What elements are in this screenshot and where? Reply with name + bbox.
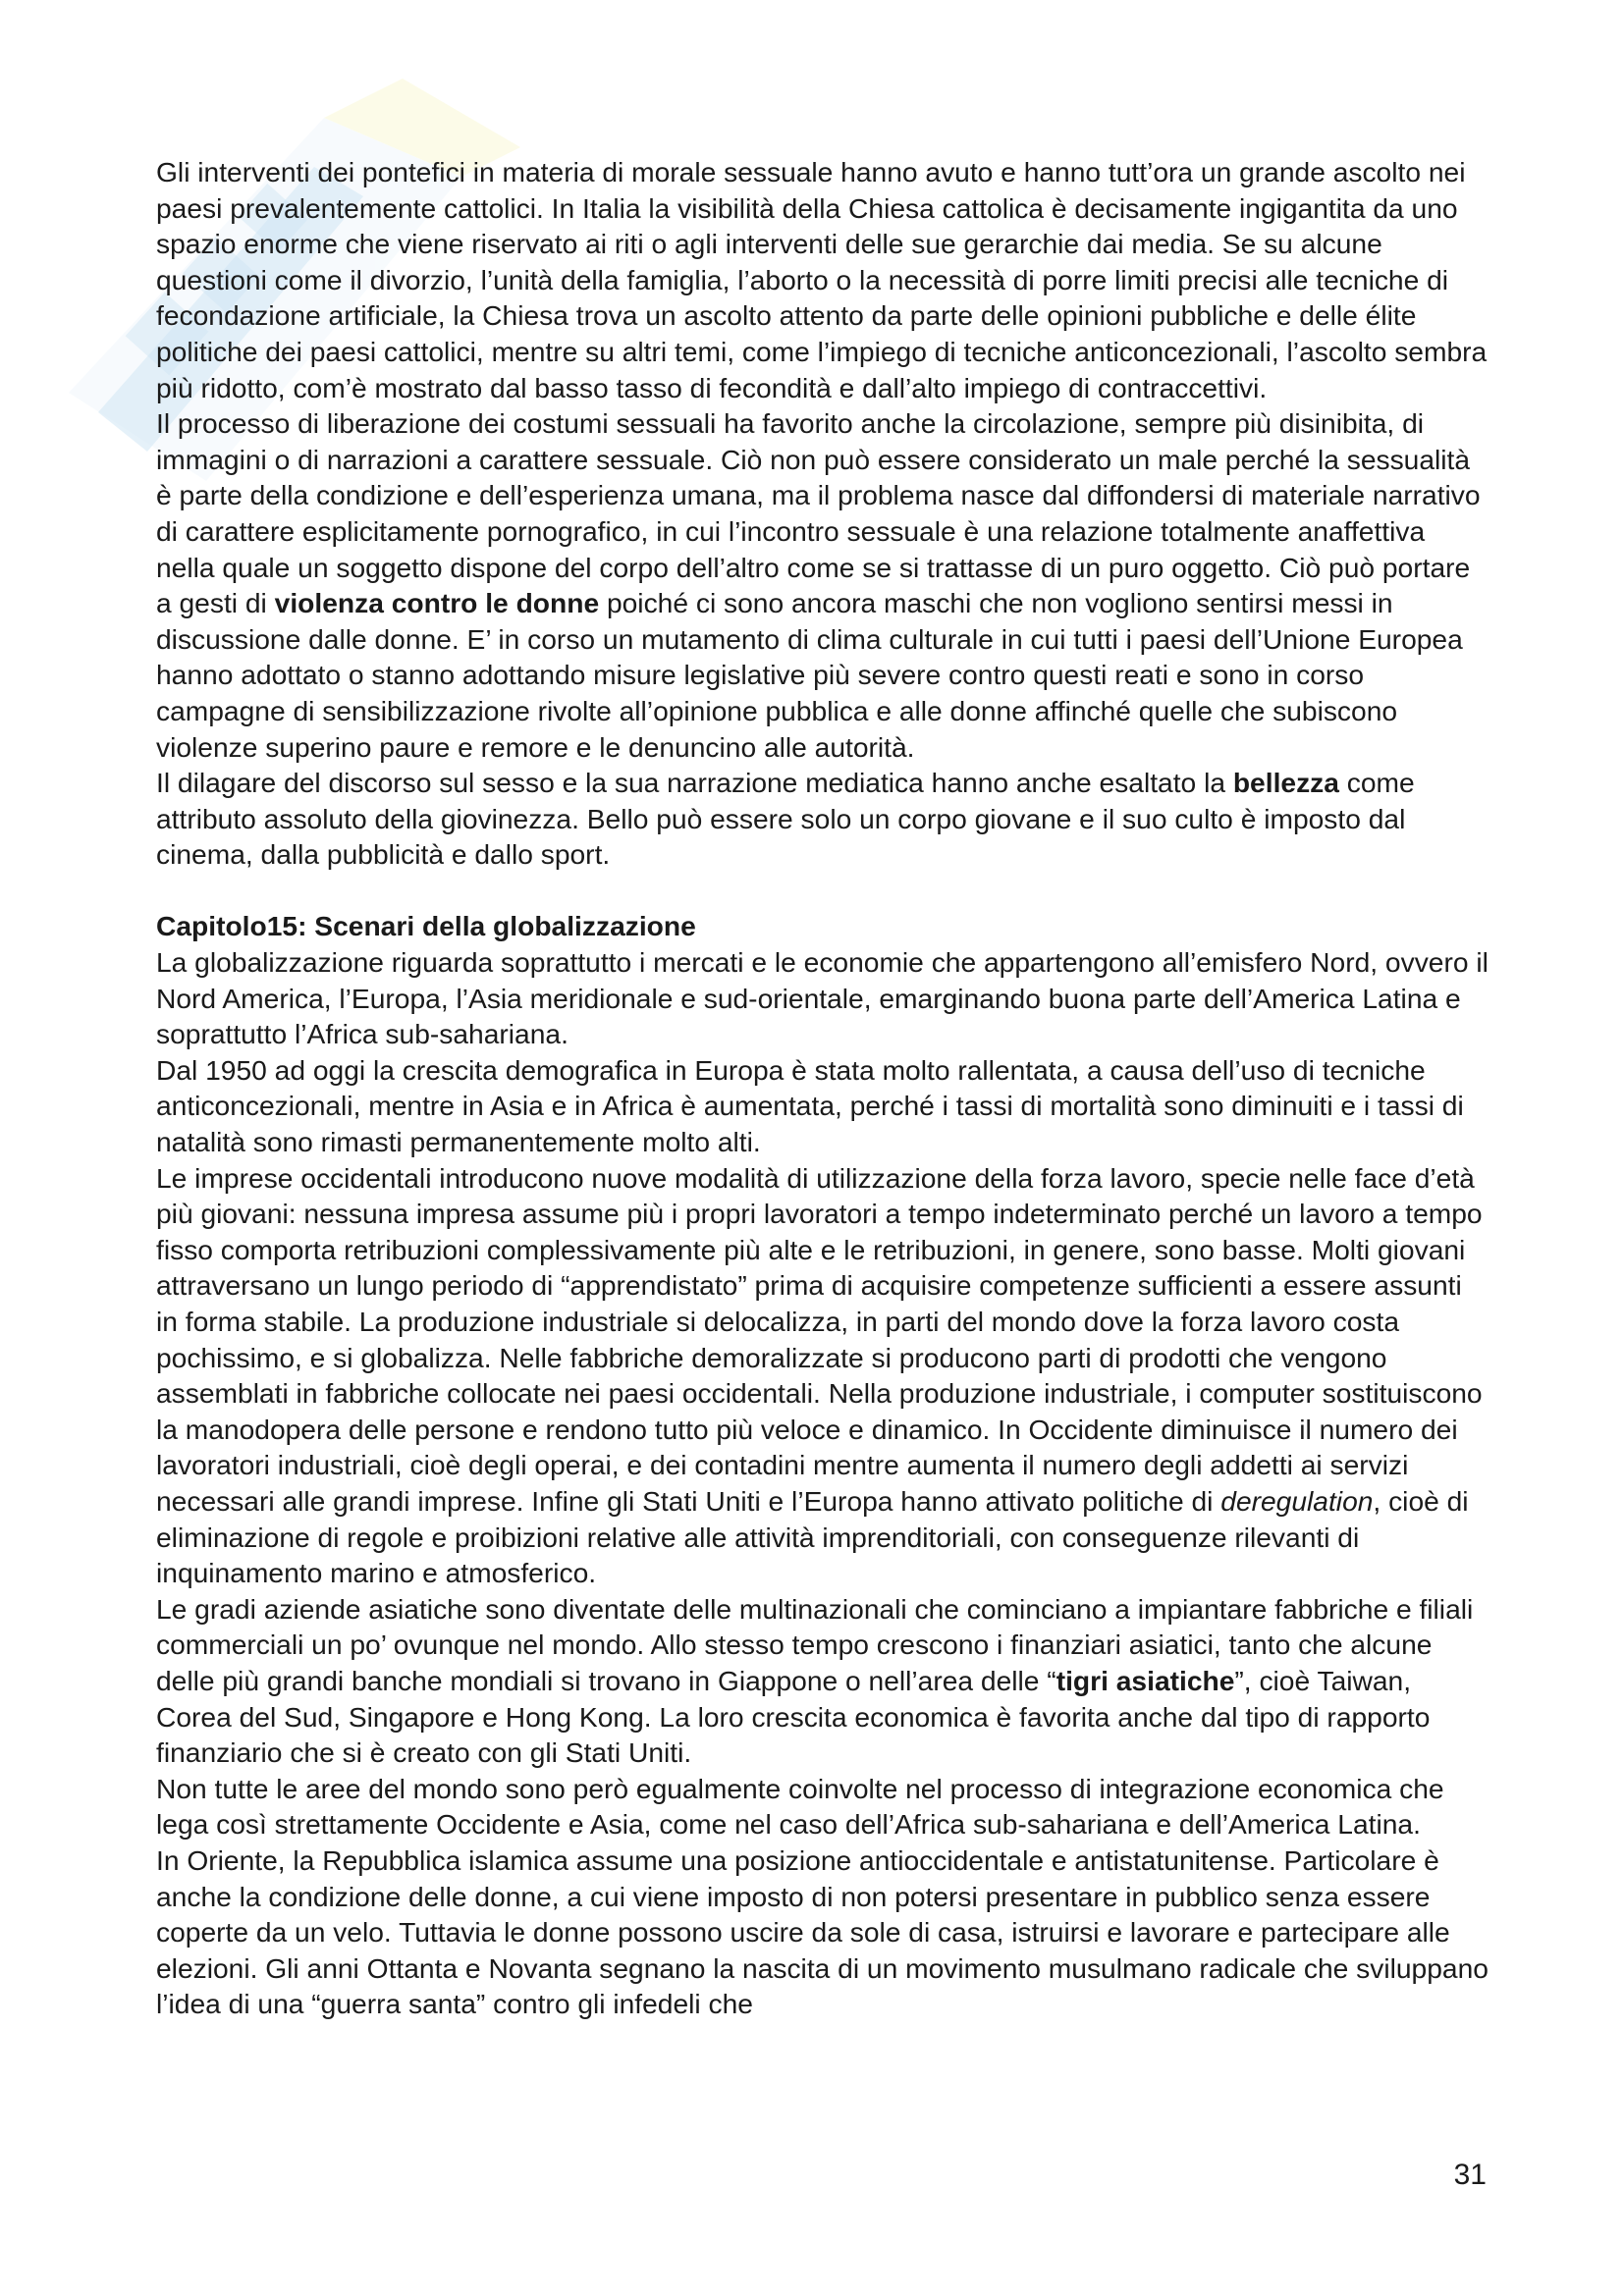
paragraph	[156, 944, 1489, 1052]
text-segment: Non tutte le aree del mondo sono però egualmente coinvolte nel processo di integrazione economica che lega così strettamente Occidente e Asia, come nel caso dell’Africa sub-sahariana e dell’America Latina.	[156, 1772, 1444, 1841]
text-segment: , cioè di eliminazione di regole e proibizioni relative alle attività imprenditoriali, con conseguenze rilevanti di inquinamento marino e atmosferico.	[156, 1484, 1469, 1589]
bold-text: tigri asiatiche	[1056, 1664, 1235, 1696]
text-segment: ”, cioè Taiwan, Corea del Sud, Singapore e Hong Kong. La loro crescita economica è favorita anche dal tipo di rapporto finanziario che si è creato con gli Stati Uniti.	[156, 1664, 1431, 1769]
paragraph	[156, 1842, 1489, 2022]
paragraph-gap	[156, 873, 1489, 909]
chapter-heading	[156, 908, 1489, 944]
bold-text: bellezza	[1232, 767, 1339, 799]
paragraph	[156, 405, 1489, 765]
text-segment: Gli interventi dei pontefici in materia di morale sessuale hanno avuto e hanno tutt’ora un grande ascolto nei paesi prevalentemente cattolici. In Italia la visibilità della Chiesa cattolica è decisamente ingigantita da uno spazio enorme che viene riservato ai riti o agli interventi delle sue gerarchie dai media. Se su alcune questioni come il divorzio, l’unità della famiglia, l’aborto o la necessità di porre limiti precisi alle tecniche di fecondazione artificiale, la Chiesa trova un ascolto attento da parte delle opinioni pubbliche e delle élite politiche dei paesi cattolici, mentre su altri temi, come l’impiego di tecniche anticoncezionali, l’ascolto sembra più ridotto, com’è mostrato dal basso tasso di fecondità e dall’alto impiego di contraccettivi.	[156, 156, 1488, 403]
paragraph	[156, 765, 1489, 873]
bold-text: Capitolo15: Scenari della globalizzazione	[156, 910, 696, 942]
text-segment: come attributo assoluto della giovinezza. Bello può essere solo un corpo giovane e il suo culto è imposto dal cinema, dalla pubblicità e dallo sport.	[156, 767, 1415, 871]
text-segment: Le imprese occidentali introducono nuove modalità di utilizzazione della forza lavoro, specie nelle face d’età più giovani: nessuna impresa assume più i propri lavoratori a tempo indeterminato perché un lavoro a tempo fisso comporta retribuzioni complessivamente più alte e le retribuzioni, in genere, sono basse. Molti giovani attraversano un lungo periodo di “apprendistato” prima di acquisire competenze sufficienti a essere assunti in forma stabile. La produzione industriale si delocalizza, in parti del mondo dove la forza lavoro costa pochissimo, e si globalizza. Nelle fabbriche demoralizzate si producono parti di prodotti che vengono assemblati in fabbriche collocate nei paesi occidentali. Nella produzione industriale, i computer sostituiscono la manodopera delle persone e rendono tutto più veloce e dinamico. In Occidente diminuisce il numero dei lavoratori industriali, cioè degli operai, e dei contadini mentre aumenta il numero degli addetti ai servizi necessari alle grandi imprese. Infine gli Stati Uniti e l’Europa hanno attivato politiche di	[156, 1161, 1483, 1517]
bold-text: violenza contro le donne	[274, 587, 600, 619]
text-segment: Il dilagare del discorso sul sesso e la sua narrazione mediatica hanno anche esaltato la	[156, 767, 1233, 799]
text-segment: La globalizzazione riguarda soprattutto i mercati e le economie che appartengono all’emisfero Nord, ovvero il Nord America, l’Europa, l’Asia meridionale e sud-orientale, emarginando buona parte dell’America Latina e soprattutto l’Africa sub-sahariana.	[156, 946, 1489, 1050]
document-body	[156, 154, 1489, 2022]
paragraph	[156, 154, 1489, 405]
text-segment: Dal 1950 ad oggi la crescita demografica in Europa è stata molto rallentata, a causa dell’uso di tecniche anticoncezionali, mentre in Asia e in Africa è aumentata, perché i tassi di mortalità sono diminuiti e i tassi di natalità sono rimasti permanentemente molto alti.	[156, 1053, 1464, 1158]
text-segment: In Oriente, la Repubblica islamica assume una posizione antioccidentale e antistatunitense. Particolare è anche la condizione delle donne, a cui viene imposto di non potersi presentare in pubblico senza essere coperte da un velo. Tuttavia le donne possono uscire da sole di casa, istruirsi e lavorare e partecipare alle elezioni. Gli anni Ottanta e Novanta segnano la nascita di un movimento musulmano radicale che sviluppano l’idea di una “guerra santa” contro gli infedeli che	[156, 1843, 1489, 2020]
italic-text: deregulation	[1220, 1484, 1374, 1517]
paragraph	[156, 1591, 1489, 1771]
paragraph	[156, 1160, 1489, 1591]
text-segment: Le gradi aziende asiatiche sono diventate delle multinazionali che cominciano a impiantare fabbriche e filiali commerciali un po’ ovunque nel mondo. Allo stesso tempo crescono i finanziari asiatici, tanto che alcune delle più grandi banche mondiali si trovano in Giappone o nell’area delle “	[156, 1592, 1474, 1696]
text-segment: poiché ci sono ancora maschi che non vogliono sentirsi messi in discussione dalle donne. E’ in corso un mutamento di clima culturale in cui tutti i paesi dell’Unione Europea hanno adottato o stanno adottando misure legislative più severe contro questi reati e sono in corso campagne di sensibilizzazione rivolte all’opinione pubblica e alle donne affinché quelle che subiscono violenze superino paure e remore e le denuncino alle autorità.	[156, 587, 1463, 763]
page-number: 31	[1453, 2159, 1487, 2191]
paragraph	[156, 1052, 1489, 1160]
text-segment: Il processo di liberazione dei costumi sessuali ha favorito anche la circolazione, sempre più disinibita, di immagini o di narrazioni a carattere sessuale. Ciò non può essere considerato un male perché la sessualità è parte della condizione e dell’esperienza umana, ma il problema nasce dal diffondersi di materiale narrativo di carattere esplicitamente pornografico, in cui l’incontro sessuale è una relazione totalmente anaffettiva nella quale un soggetto dispone del corpo dell’altro come se si trattasse di un puro oggetto. Ciò può portare a gesti di	[156, 407, 1481, 619]
paragraph	[156, 1771, 1489, 1842]
